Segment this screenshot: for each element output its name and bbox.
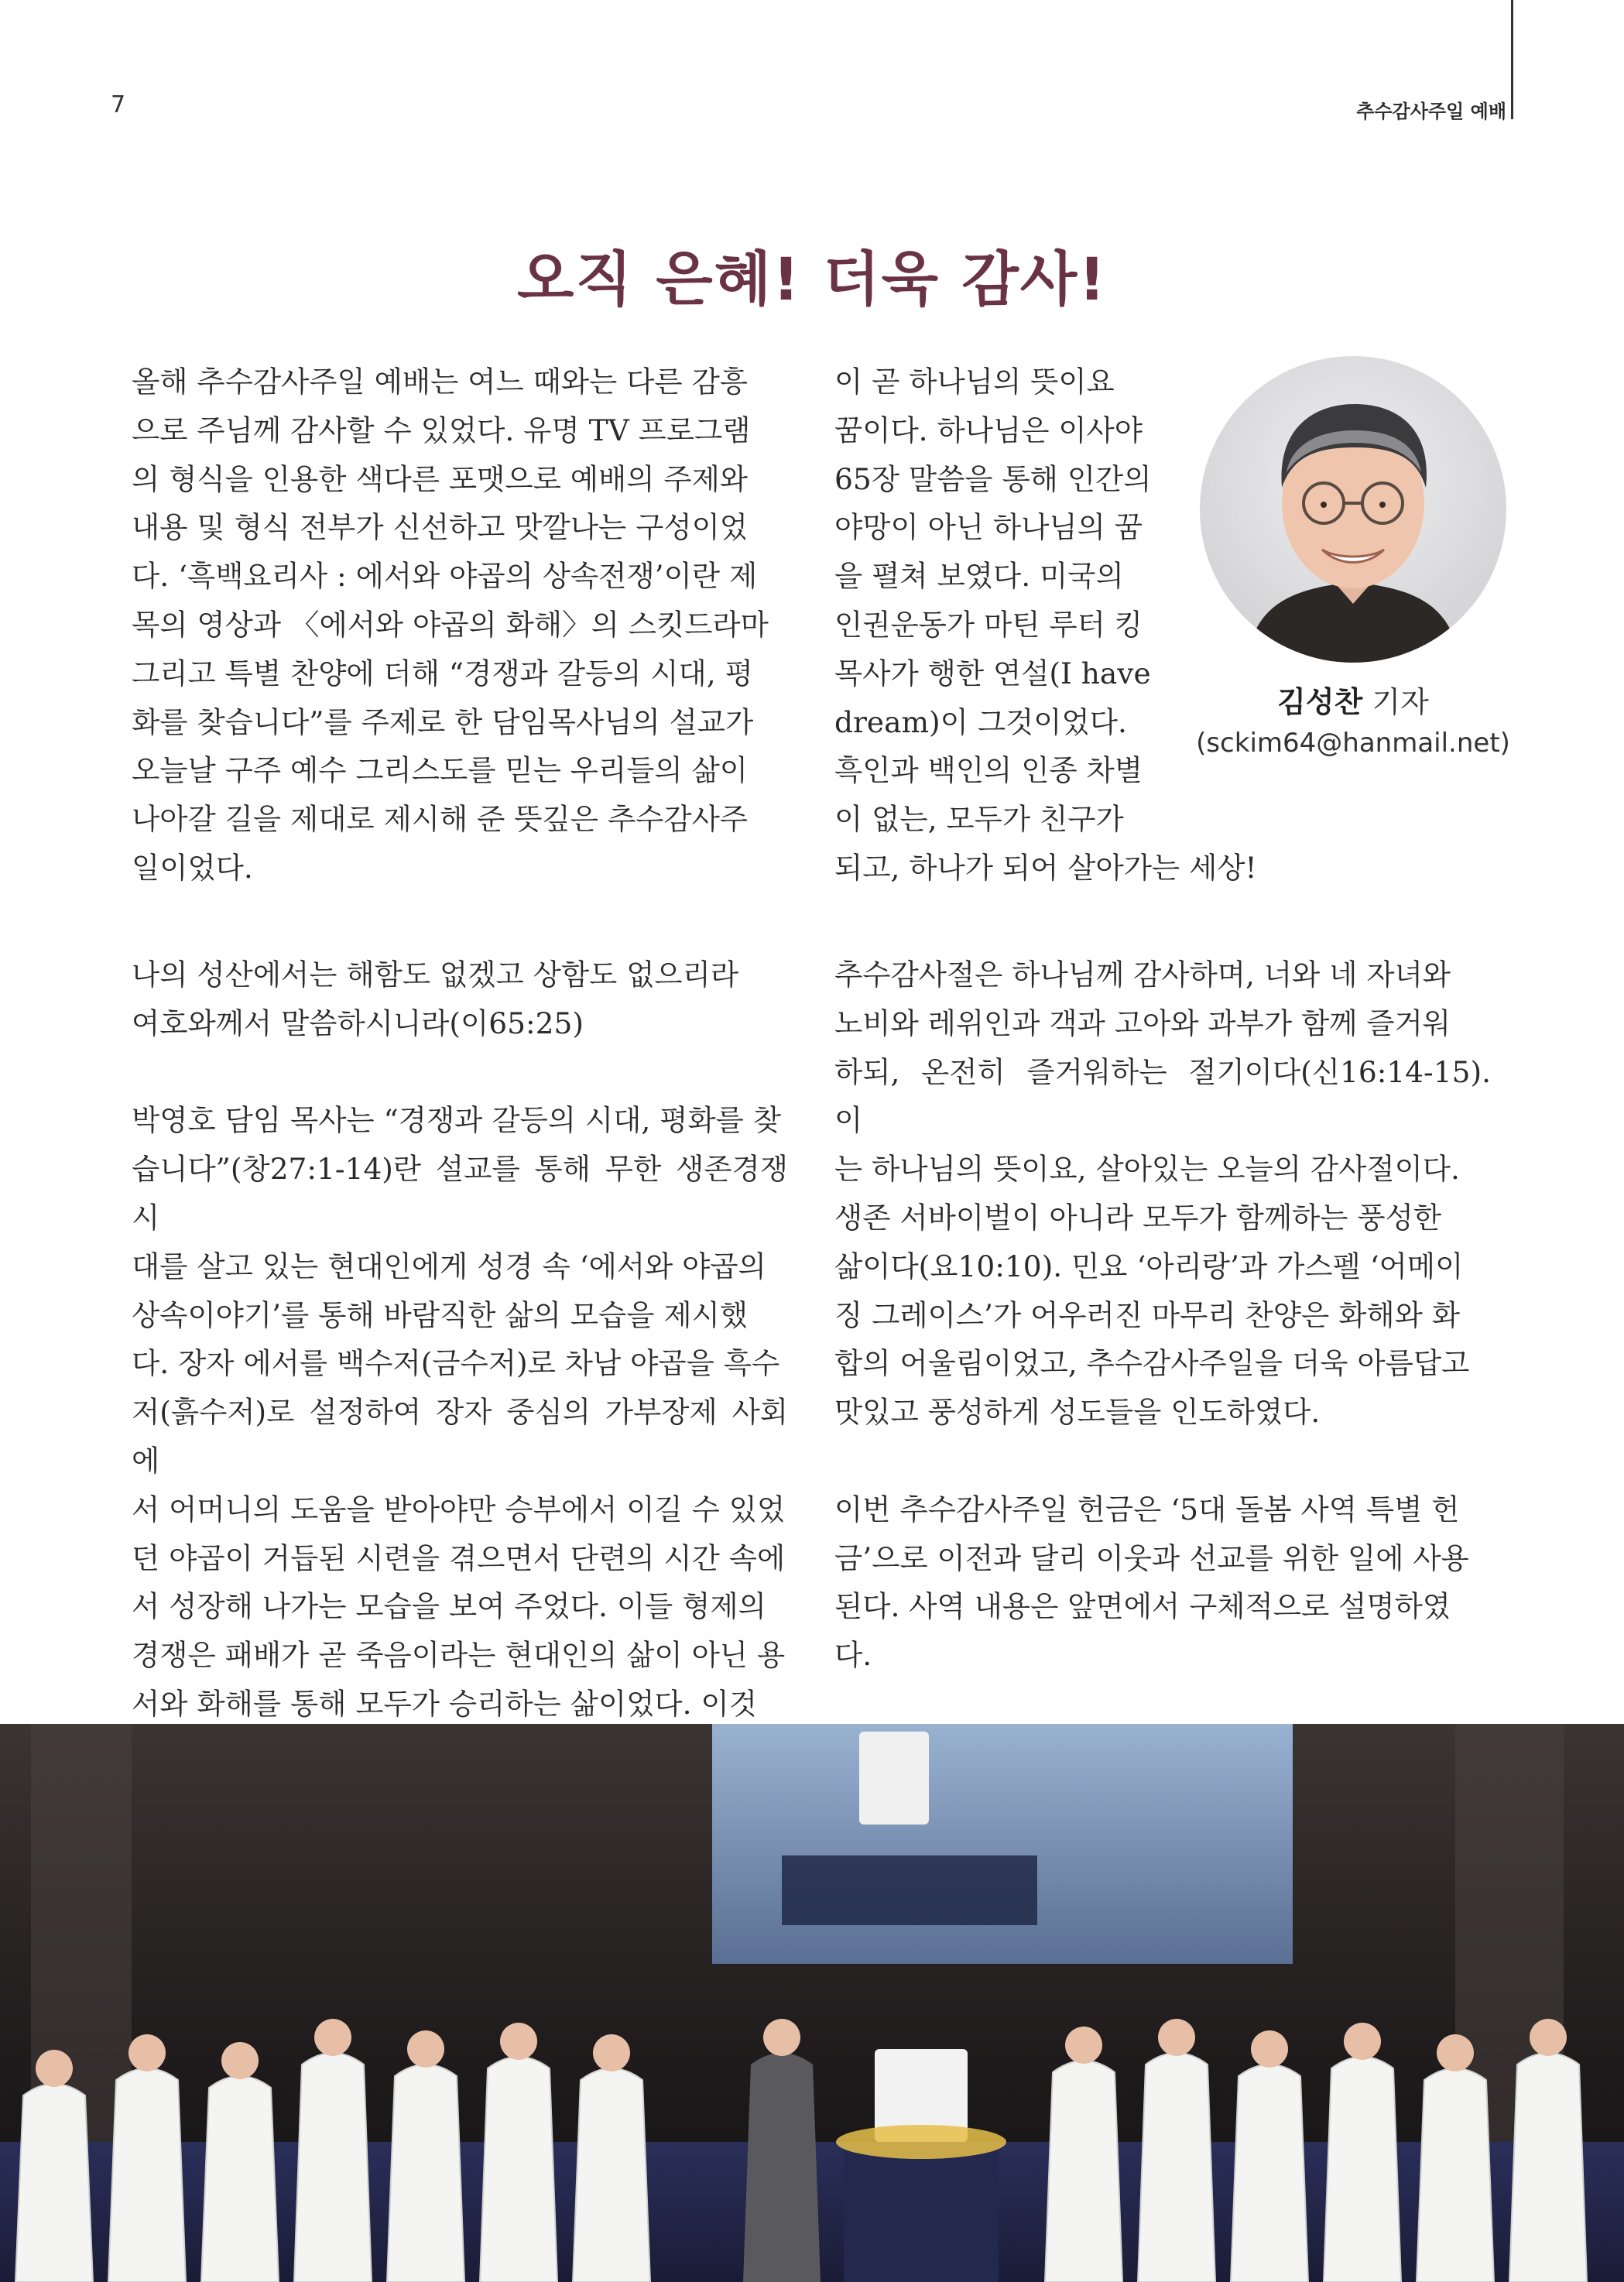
body-line: 는 하나님의 뜻이요, 살아있는 오늘의 감사절이다. xyxy=(834,1152,1460,1187)
body-line: 합의 어울림이었고, 추수감사주일을 더욱 아름답고 xyxy=(834,1346,1470,1381)
body-line: 삶이다(요10:10). 민요 ‘아리랑’과 가스펠 ‘어메이 xyxy=(834,1249,1464,1283)
intro-right-line: 꿈이다. 하나님은 이사야 xyxy=(834,413,1143,447)
body-line: 노비와 레위인과 객과 고아와 과부가 함께 즐거워 xyxy=(834,1006,1451,1040)
intro-left-column xyxy=(132,358,788,893)
body-line: 던 야곱이 거듭된 시련을 겪으면서 단련의 시간 속에 xyxy=(132,1540,786,1575)
intro-left-line: 나아갈 길을 제대로 제시해 준 뜻깊은 추수감사주 xyxy=(132,802,749,837)
body-line: 징 그레이스’가 어우러진 마무리 찬양은 화해와 화 xyxy=(834,1297,1460,1332)
intro-right-line: 65장 말씀을 통해 인간의 xyxy=(834,461,1152,496)
body-line: 서 어머니의 도움을 받아야만 승부에서 이길 수 있었 xyxy=(132,1492,786,1526)
intro-left-line: 올해 추수감사주일 예배는 여느 때와는 다른 감흥 xyxy=(132,365,749,399)
body-line: 하되, 온전히 즐거워하는 절기이다(신16:14-15). 이 xyxy=(834,1054,1491,1138)
reporter-role: 기자 xyxy=(1372,685,1429,719)
intro-left-line: 일이었다. xyxy=(132,850,253,885)
scripture-quote: 나의 성산에서는 해함도 없겠고 상함도 없으리라 xyxy=(132,958,739,992)
intro-left-line: 화를 찾습니다”를 주제로 한 담임목사님의 설교가 xyxy=(132,704,754,739)
body-line: 생존 서바이벌이 아니라 모두가 함께하는 풍성한 xyxy=(834,1200,1442,1235)
page-number: 7 xyxy=(111,91,126,118)
right-column xyxy=(834,951,1491,1680)
choir-stage-photo xyxy=(0,1724,1624,2282)
intro-right-line: 목사가 행한 연설(I have xyxy=(834,656,1151,690)
intro-right-line: 이 곧 하나님의 뜻이요 xyxy=(834,365,1115,399)
intro-right-line: 되고, 하나가 되어 살아가는 세상! xyxy=(834,850,1257,885)
intro-left-line: 다. ‘흑백요리사 : 에서와 야곱의 상속전쟁’이란 제 xyxy=(132,559,758,594)
body-line: 습니다”(창27:1-14)란 설교를 통해 무한 생존경쟁 시 xyxy=(132,1152,788,1235)
body-line: 서와 화해를 통해 모두가 승리하는 삶이었다. 이것 xyxy=(132,1686,757,1721)
reporter-name-text: 김성찬 xyxy=(1277,685,1363,719)
intro-right-line: 야망이 아닌 하나님의 꿈 xyxy=(834,510,1143,545)
body-line: 대를 살고 있는 현대인에게 성경 속 ‘에서와 야곱의 xyxy=(132,1249,766,1283)
reporter-name xyxy=(1200,678,1506,721)
intro-right-line: 인권운동가 마틴 루터 킹 xyxy=(834,607,1143,642)
body-line: 금’으로 이전과 달리 이웃과 선교를 위한 일에 사용 xyxy=(834,1540,1469,1575)
scripture-quote: 여호와께서 말씀하시니라(이65:25) xyxy=(132,1006,584,1040)
body-line: 상속이야기’를 통해 바람직한 삶의 모습을 제시했 xyxy=(132,1297,749,1332)
intro-right-line: 흑인과 백인의 인종 차별 xyxy=(834,753,1143,788)
body-line: 다. xyxy=(834,1638,872,1673)
body-line: 박영호 담임 목사는 “경쟁과 갈등의 시대, 평화를 찾 xyxy=(132,1103,782,1138)
intro-left-line: 의 형식을 인용한 색다른 포맷으로 예배의 주제와 xyxy=(132,461,749,496)
intro-left-line: 내용 및 형식 전부가 신선하고 맛깔나는 구성이었 xyxy=(132,510,749,545)
body-line: 경쟁은 패배가 곧 죽음이라는 현대인의 삶이 아닌 용 xyxy=(132,1638,786,1673)
intro-left-line: 그리고 특별 찬양에 더해 “경쟁과 갈등의 시대, 평 xyxy=(132,656,753,690)
reporter-email: (sckim64@hanmail.net) xyxy=(1196,728,1510,759)
header-divider xyxy=(1511,0,1513,119)
body-line: 맛있고 풍성하게 성도들을 인도하였다. xyxy=(834,1395,1321,1430)
intro-right-line: 이 없는, 모두가 친구가 xyxy=(834,802,1124,837)
body-line: 서 성장해 나가는 모습을 보여 주었다. 이들 형제의 xyxy=(132,1589,766,1624)
intro-left-line: 으로 주님께 감사할 수 있었다. 유명 TV 프로그램 xyxy=(132,413,751,447)
reporter-portrait xyxy=(1200,356,1506,663)
intro-left-line: 오늘날 구주 예수 그리스도를 믿는 우리들의 삶이 xyxy=(132,753,749,788)
intro-right-column xyxy=(834,358,1257,893)
left-column xyxy=(132,951,788,1729)
body-line: 추수감사절은 하나님께 감사하며, 너와 네 자녀와 xyxy=(834,958,1451,992)
intro-right-line: 을 펼쳐 보였다. 미국의 xyxy=(834,559,1124,594)
intro-left-line: 목의 영상과 〈에서와 야곱의 화해〉의 스킷드라마 xyxy=(132,607,769,642)
body-line: 된다. 사역 내용은 앞면에서 구체적으로 설명하였 xyxy=(834,1589,1451,1624)
article-title: 오직 은혜! 더욱 감사! xyxy=(516,245,1108,314)
body-line: 저(흙수저)로 설정하여 장자 중심의 가부장제 사회에 xyxy=(132,1395,788,1478)
intro-right-line: dream)이 그것이었다. xyxy=(834,704,1127,739)
body-line: 이번 추수감사주일 헌금은 ‘5대 돌봄 사역 특별 헌 xyxy=(834,1492,1460,1526)
section-label: 추수감사주일 예배 xyxy=(1356,101,1506,122)
body-line: 다. 장자 에서를 백수저(금수저)로 차남 야곱을 흑수 xyxy=(132,1346,780,1381)
